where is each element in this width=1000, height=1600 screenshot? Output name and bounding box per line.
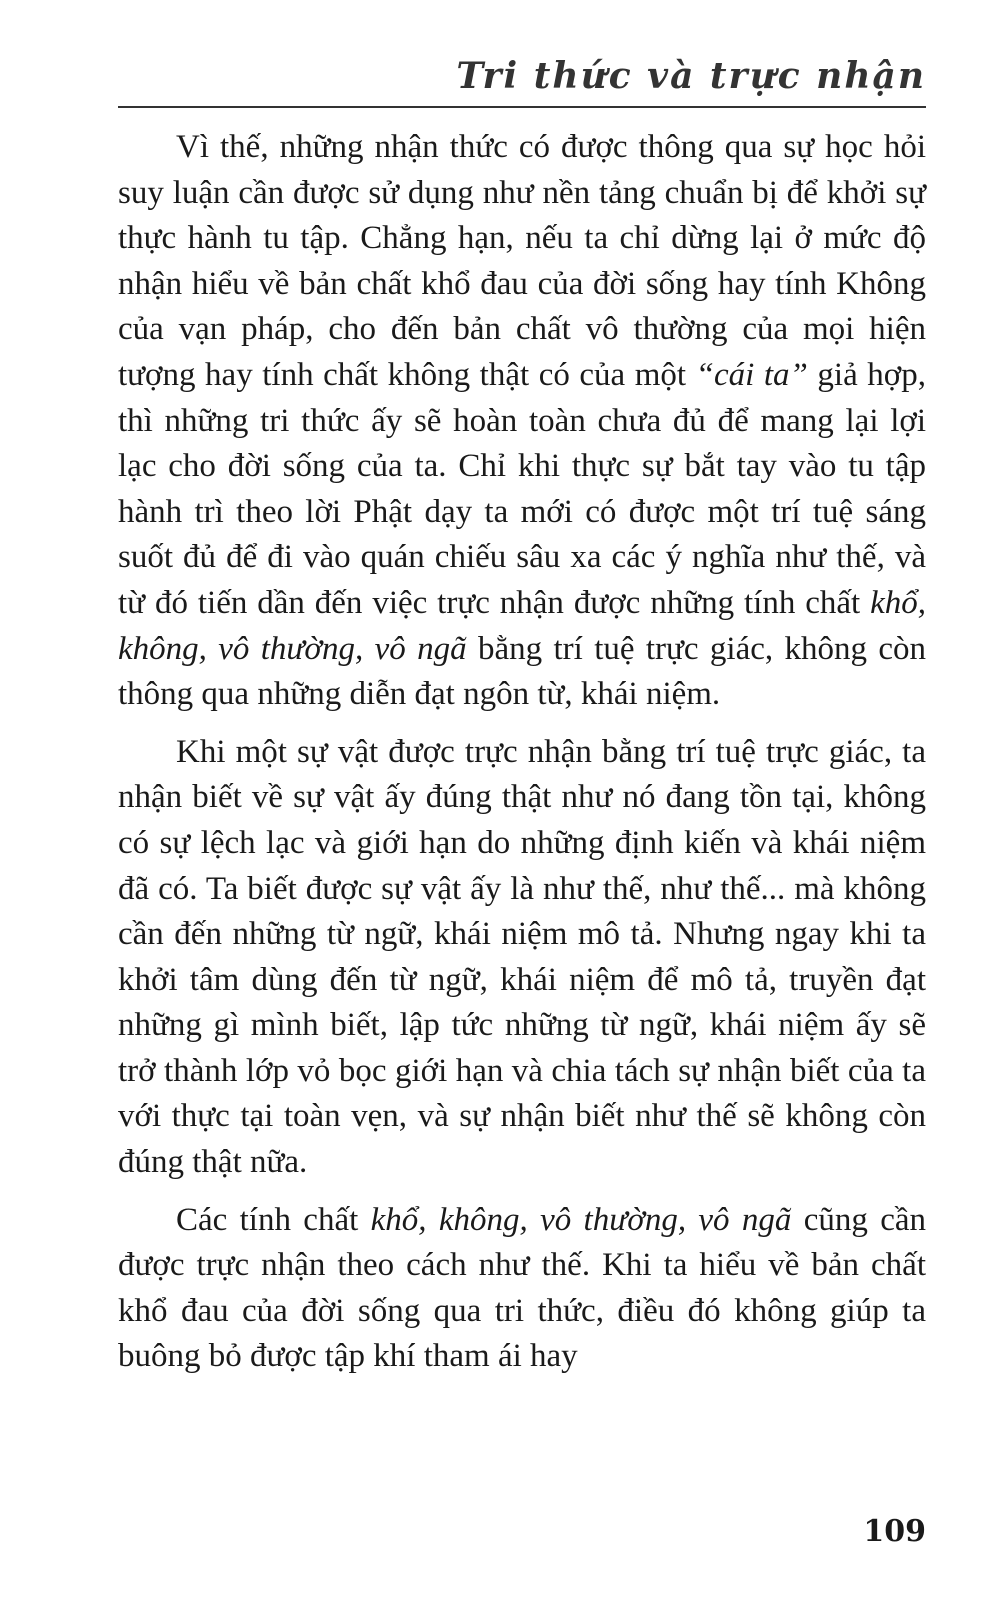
text-segment: cũng cần được trực nhận theo cách như thế. Khi ta hiểu về bản chất khổ đau của đời sống qua tri thức, điều đó không giúp ta buông bỏ được tập khí tham ái hay <box>118 1201 926 1375</box>
italic-segment: “cái ta” <box>695 356 808 393</box>
running-header-title: Tri thức và trực nhận <box>456 55 926 97</box>
text-segment: Vì thế, những nhận thức có được thông qua sự học hỏi suy luận cần được sử dụng như nền tảng chuẩn bị để khởi sự thực hành tu tập. Chẳng hạn, nếu ta chỉ dừng lại ở mức độ nhận hiểu về bản chất khổ đau của đời sống hay tính Không của vạn pháp, cho đến bản chất vô thường của mọi hiện tượng hay tính chất không thật có của một <box>118 129 926 393</box>
italic-segment: khổ, không, vô thường, vô ngã <box>118 584 926 667</box>
body-text <box>118 125 926 1392</box>
paragraph-3 <box>118 1198 926 1380</box>
text-segment: giả hợp, thì những tri thức ấy sẽ hoàn toàn chưa đủ để mang lại lợi lạc cho đời sống của ta. Chỉ khi thực sự bắt tay vào tu tập hành trì theo lời Phật dạy ta mới có được một trí tuệ sáng suốt đủ để đi vào quán chiếu sâu xa các ý nghĩa như thế, và từ đó tiến dần đến việc trực nhận được những tính chất <box>118 356 926 621</box>
paragraph-2 <box>118 730 926 1186</box>
page-number: 109 <box>863 1514 926 1549</box>
text-segment: Các tính chất <box>176 1201 371 1238</box>
text-segment: bằng trí tuệ trực giác, không còn thông qua những diễn đạt ngôn từ, khái niệm. <box>118 630 926 713</box>
paragraph-1 <box>118 125 926 718</box>
text-segment: Khi một sự vật được trực nhận bằng trí tuệ trực giác, ta nhận biết về sự vật ấy đúng thật như nó đang tồn tại, không có sự lệch lạc và giới hạn do những định kiến và khái niệm đã có. Ta biết được sự vật ấy là như thế, như thế... mà không cần đến những từ ngữ, khái niệm mô tả. Nhưng ngay khi ta khởi tâm dùng đến từ ngữ, khái niệm để mô tả, truyền đạt những gì mình biết, lập tức những từ ngữ, khái niệm ấy sẽ trở thành lớp vỏ bọc giới hạn và chia tách sự nhận biết của ta với thực tại toàn vẹn, và sự nhận biết như thế sẽ không còn đúng thật nữa. <box>118 733 926 1181</box>
running-header <box>118 52 926 108</box>
italic-segment: khổ, không, vô thường, vô ngã <box>370 1201 792 1238</box>
